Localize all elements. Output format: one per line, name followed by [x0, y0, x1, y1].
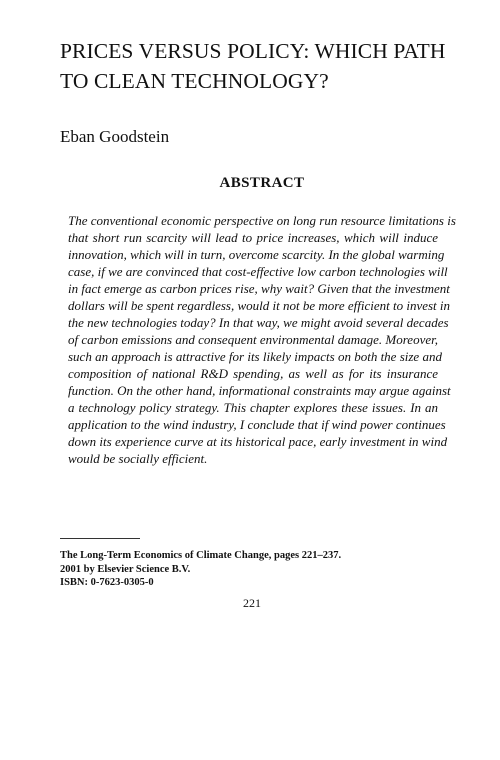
- abstract-line: such an approach is attractive for its likely impacts on both the size and: [68, 349, 442, 364]
- abstract-line: that short run scarcity will lead to price increases, which will induce: [68, 230, 438, 245]
- footnote-line: 2001 by Elsevier Science B.V.: [60, 563, 191, 575]
- abstract-line: innovation, which will in turn, overcome scarcity. In the global warming: [68, 247, 445, 262]
- footnote-line: ISBN: 0-7623-0305-0: [60, 577, 154, 588]
- abstract-line: in fact emerge as carbon prices rise, why wait? Given that the investment: [68, 281, 450, 296]
- abstract-line: The conventional economic perspective on long run resource limitations is: [68, 213, 456, 228]
- footnote-divider: [60, 538, 140, 539]
- abstract-line: application to the wind industry, I conclude that if wind power continues: [68, 417, 446, 432]
- abstract-body: [68, 212, 456, 467]
- abstract-line: function. On the other hand, informational constraints may argue against: [68, 383, 451, 398]
- title-line: TO CLEAN TECHNOLOGY?: [60, 69, 329, 93]
- paper-title: [60, 36, 460, 96]
- title-line: PRICES VERSUS POLICY: WHICH PATH: [60, 39, 446, 63]
- abstract-line: composition of national R&D spending, as well as for its insurance: [68, 366, 438, 381]
- abstract-line: case, if we are convinced that cost-effective low carbon technologies will: [68, 264, 448, 279]
- author-name: Eban Goodstein: [60, 127, 170, 146]
- abstract-line: would be socially efficient.: [68, 451, 208, 466]
- abstract-line: down its experience curve at its historical pace, early investment in wind: [68, 434, 448, 449]
- abstract-heading: ABSTRACT: [219, 175, 305, 191]
- footnote-line: The Long-Term Economics of Climate Change, pages 221–237.: [60, 550, 342, 561]
- abstract-line: dollars will be spent regardless, would it not be more efficient to invest in: [68, 298, 451, 313]
- abstract-line: the new technologies today? In that way, we might avoid several decades: [68, 315, 449, 330]
- publication-footnote: [60, 549, 341, 590]
- page-number: 221: [243, 596, 261, 610]
- abstract-line: of carbon emissions and consequent environmental damage. Moreover,: [68, 332, 438, 347]
- abstract-line: a technology policy strategy. This chapter explores these issues. In an: [68, 400, 438, 415]
